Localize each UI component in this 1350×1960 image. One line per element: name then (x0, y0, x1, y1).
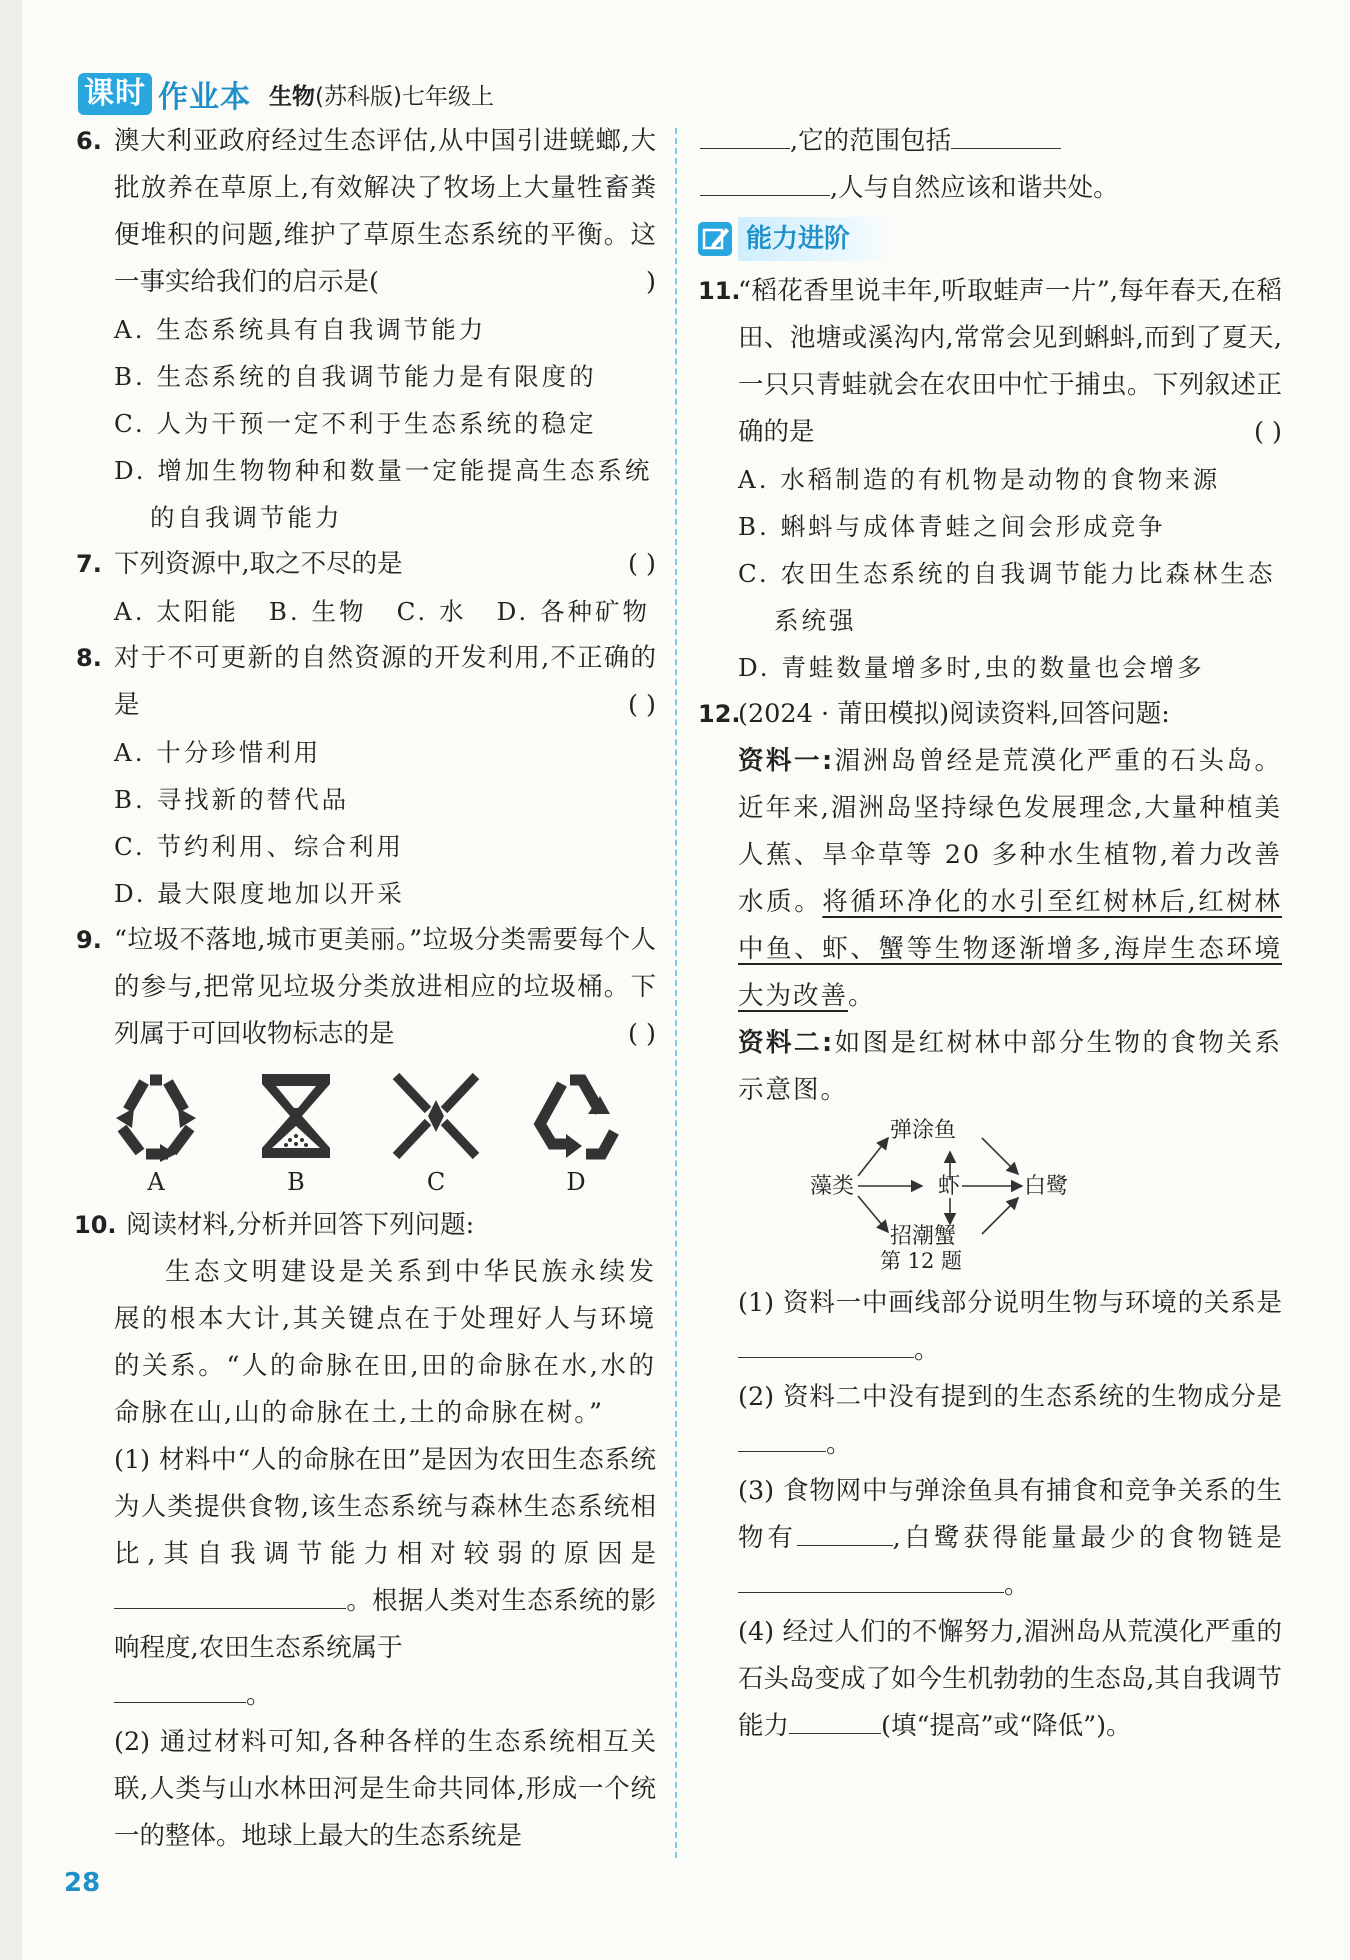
part-1-text-a: (1) 材料中“人的命脉在田”是因为农田生态系统为人类提供食物,该生态系统与森林生态系统相比,其自我调节能力相对较弱的原因是 (114, 1445, 656, 1569)
edition: (苏科版)七年级上 (315, 83, 494, 110)
part-2-text-a: (2) 通过材料可知,各种各样的生态系统相互关联,人类与山水林田河是生命共同体,形成一个统一的整体。地球上最大的生态系统是 (114, 1727, 656, 1851)
node-middle: 虾 (938, 1174, 961, 1199)
part-2-text-b: 。 (826, 1429, 852, 1459)
option-b[interactable]: B. 生态系统的自我调节能力是有限度的 (114, 362, 597, 391)
question-9 (76, 917, 656, 1058)
symbol-label: C (426, 1168, 446, 1196)
node-producer: 藻类 (810, 1174, 855, 1199)
answer-paren: ( ) (627, 690, 656, 720)
question-number: 8. (76, 644, 102, 672)
node-top: 弹涂鱼 (890, 1118, 957, 1143)
question-stem: “垃圾不落地,城市更美丽。”垃圾分类需要每个人的参与,把常见垃圾分类放进相应的垃圾桶。下列属于可回收物标志的是 (114, 925, 656, 1049)
answer-blank[interactable] (951, 118, 1061, 149)
part-1-text-b: 。 (914, 1335, 940, 1365)
options-row (114, 588, 656, 635)
answer-blank[interactable] (114, 1672, 246, 1703)
answer-blank[interactable] (738, 1421, 826, 1452)
material-2-label: 资料二: (738, 1028, 835, 1058)
symbol-a[interactable] (96, 1070, 216, 1196)
part-1-text-b: 。根据人类对生态系统的影响程度,农田生态系统属于 (114, 1586, 656, 1663)
material-1-text: 湄洲岛曾经是荒漠化严重的石头岛。近年来,湄洲岛坚持绿色发展理念,大量种植美人蕉、旱伞草等 20 多种水生植物,着力改善水质。 (738, 746, 1282, 917)
part-1-text-a: (1) 资料一中画线部分说明生物与环境的关系是 (738, 1288, 1282, 1318)
right-column (700, 118, 1282, 1750)
question-10 (76, 1202, 656, 1249)
question-10-part-2-continued (700, 118, 1282, 212)
question-stem: (2024 · 莆田模拟)阅读资料,回答问题: (738, 699, 1170, 729)
question-number: 6. (76, 127, 102, 155)
answer-blank[interactable] (789, 1703, 881, 1734)
question-12-part-1 (738, 1280, 1282, 1374)
part-3-text-a: (3) 食物网中与弹涂鱼具有捕食和竞争关系的生物有 (738, 1476, 1282, 1553)
part-2-text-b: ,它的范围包括 (790, 126, 952, 156)
question-number: 10. (74, 1211, 117, 1239)
symbol-d[interactable] (516, 1070, 636, 1196)
question-12-part-4 (738, 1609, 1282, 1750)
page-edge (0, 0, 22, 1960)
question-number: 7. (76, 550, 102, 578)
answer-paren: ( ) (627, 1019, 656, 1049)
option-d[interactable]: D. 最大限度地加以开采 (114, 879, 405, 908)
option-d[interactable]: D. 各种矿物 (496, 597, 650, 626)
page-number: 28 (64, 1868, 101, 1898)
logo-tail: 作业本 (158, 80, 251, 115)
answer-blank[interactable] (114, 1578, 346, 1609)
cross-arrows-icon (388, 1070, 484, 1162)
answer-blank[interactable] (738, 1562, 1004, 1593)
symbol-label: B (287, 1168, 305, 1196)
symbol-label: A (147, 1168, 165, 1196)
option-a[interactable]: A. 水稻制造的有机物是动物的食物来源 (738, 465, 1221, 494)
question-7 (76, 541, 656, 588)
book-logo (78, 72, 251, 116)
part-2-text-c: ,人与自然应该和谐共处。 (830, 173, 1119, 203)
option-c[interactable]: C. 人为干预一定不利于生态系统的稳定 (114, 409, 597, 438)
question-12-part-3 (738, 1468, 1282, 1609)
food-web-arrows (700, 1118, 1260, 1248)
question-8 (76, 635, 656, 729)
option-c[interactable]: C. 水 (396, 597, 467, 626)
figure-caption: 第 12 题 (879, 1249, 963, 1273)
node-consumer: 白鹭 (1024, 1174, 1069, 1199)
question-number: 12. (698, 700, 741, 728)
question-stem: 澳大利亚政府经过生态评估,从中国引进蜣螂,大批放养在草原上,有效解决了牧场上大量牲畜粪便堆积的问题,维护了草原生态系统的平衡。这一事实给我们的启示是( (114, 126, 656, 297)
material-1-end: 。 (848, 981, 876, 1011)
question-number: 9. (76, 926, 102, 954)
question-stem: “稻花香里说丰年,听取蛙声一片”,每年春天,在稻田、池塘或溪沟内,常常会见到蝌蚪,而到了夏天,一只只青蛙就会在农田中忙于捕虫。下列叙述正确的是 (738, 276, 1282, 447)
material-2 (738, 1020, 1282, 1114)
material-1 (738, 738, 1282, 1020)
subject: 生物 (269, 83, 315, 110)
section-header (698, 216, 1282, 262)
pencil-icon (698, 222, 732, 256)
page-header (78, 72, 494, 116)
section-title: 能力进阶 (738, 217, 890, 261)
material-1-label: 资料一: (738, 746, 835, 776)
symbol-b[interactable] (236, 1070, 356, 1196)
option-c[interactable]: C. 节约利用、综合利用 (114, 832, 404, 861)
column-divider (675, 128, 677, 1858)
question-stem: 对于不可更新的自然资源的开发利用,不正确的是 (114, 643, 656, 720)
question-stem: 阅读材料,分析并回答下列问题: (126, 1210, 475, 1240)
answer-paren: ( ) (1253, 417, 1282, 447)
option-d[interactable]: D. 青蛙数量增多时,虫的数量也会增多 (738, 653, 1205, 682)
question-10-part-1 (114, 1437, 656, 1719)
left-column (76, 118, 656, 1860)
recycle-triangle-variant-icon (526, 1070, 626, 1162)
part-3-text-c: 。 (1004, 1570, 1030, 1600)
symbol-label: D (566, 1168, 586, 1196)
option-b[interactable]: B. 寻找新的替代品 (114, 785, 350, 814)
option-b[interactable]: B. 生物 (268, 597, 367, 626)
question-12-part-2 (738, 1374, 1282, 1468)
option-a[interactable]: A. 十分珍惜利用 (114, 738, 322, 767)
subject-line (269, 78, 494, 111)
option-c[interactable]: C. 农田生态系统的自我调节能力比森林生态系统强 (738, 559, 1276, 635)
answer-blank[interactable] (700, 165, 830, 196)
answer-blank[interactable] (797, 1515, 893, 1546)
recycling-symbols (86, 1070, 646, 1196)
question-12 (700, 691, 1282, 738)
option-a[interactable]: A. 太阳能 (114, 597, 239, 626)
answer-blank[interactable] (738, 1327, 914, 1358)
part-1-text-c: 。 (246, 1680, 272, 1710)
part-3-text-b: ,白鹭获得能量最少的食物链是 (892, 1523, 1282, 1553)
node-bottom: 招潮蟹 (890, 1224, 957, 1249)
question-number: 11. (698, 277, 741, 305)
material-text: 生态文明建设是关系到中华民族永续发展的根本大计,其关键点在于处理好人与环境的关系。“人的命脉在田,田的命脉在水,水的命脉在山,山的命脉在土,土的命脉在树。” (114, 1257, 656, 1428)
hourglass-icon (256, 1070, 336, 1162)
question-6 (76, 118, 656, 306)
question-stem: 下列资源中,取之不尽的是 (114, 549, 403, 579)
option-d[interactable]: D. 增加生物物种和数量一定能提高生态系统的自我调节能力 (114, 456, 653, 532)
recycle-triangle-icon (106, 1070, 206, 1162)
option-b[interactable]: B. 蝌蚪与成体青蛙之间会形成竞争 (738, 512, 1166, 541)
question-11 (700, 268, 1282, 456)
part-4-text-b: (填“提高”或“降低”)。 (881, 1711, 1132, 1741)
part-2-text-a: (2) 资料二中没有提到的生态系统的生物成分是 (738, 1382, 1282, 1412)
answer-paren: ) (646, 267, 656, 297)
part-4-text-a: (4) 经过人们的不懈努力,湄洲岛从荒漠化严重的石头岛变成了如今生机勃勃的生态岛,其自我调节能力 (738, 1617, 1282, 1741)
logo-box: 课时 (78, 73, 152, 115)
question-10-part-2 (114, 1719, 656, 1860)
material-1-underlined: 将循环净化的水引至红树林后,红树林中鱼、虾、蟹等生物逐渐增多,海岸生态环境大为改善 (738, 887, 1282, 1011)
option-a[interactable]: A. 生态系统具有自我调节能力 (114, 315, 487, 344)
food-web-diagram (700, 1118, 1260, 1248)
answer-paren: ( ) (627, 549, 656, 579)
answer-blank[interactable] (700, 118, 790, 149)
material-2-text: 如图是红树林中部分生物的食物关系示意图。 (738, 1028, 1282, 1105)
symbol-c[interactable] (376, 1070, 496, 1196)
